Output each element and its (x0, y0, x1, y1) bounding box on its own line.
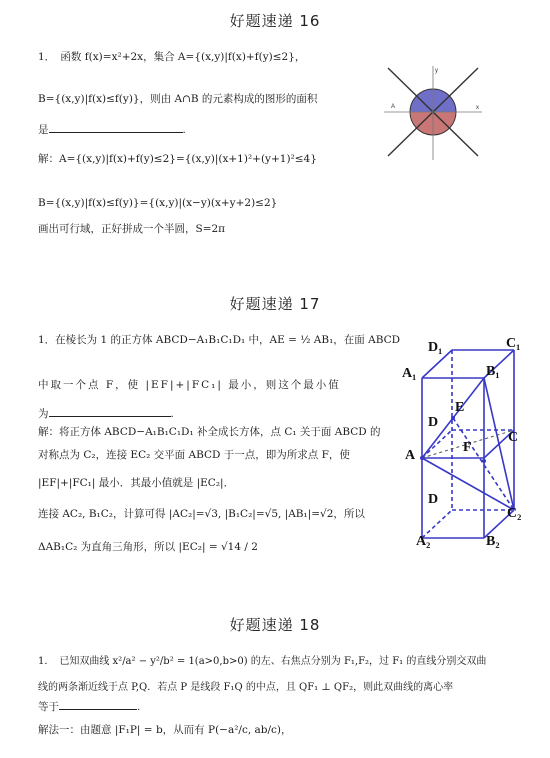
problem-16-answer-prefix: 是 (38, 124, 49, 136)
problem-16-solution-line1: 解：A={(x,y)|f(x)+f(y)≤2}={(x,y)|(x+1)²+(y+1)²≤4} (38, 153, 317, 165)
problem-18-period: . (137, 701, 141, 713)
label-c1: C₁ (506, 336, 521, 351)
figure-16-half-circle (382, 62, 484, 162)
label-e: E (455, 400, 465, 415)
label-a2: A₂ (416, 534, 431, 549)
problem-16-solution-line2: B={(x,y)|f(x)≤f(y)}={(x,y)|(x−y)(x+y+2)≤2} (38, 197, 278, 209)
section-17-title: 好题速递 17 (229, 295, 321, 313)
problem-17-solution-line5: ΔAB₁C₂ 为直角三角形，所以 |EC₂| = √14 / 2 (38, 541, 258, 553)
problem-17-answer-prefix: 为 (38, 408, 49, 420)
problem-17-period: . (170, 408, 174, 420)
label-c: C (508, 430, 519, 445)
problem-17-solution-line2: 对称点为 C₂，连接 EC₂ 交平面 ABCD 于一点，即为所求点 F，使 (38, 449, 350, 461)
problem-16-period: . (182, 124, 186, 136)
section-16-title: 好题速递 16 (229, 12, 321, 30)
answer-blank-17 (49, 405, 171, 417)
problem-17-solution-line1: 解：将正方体 ABCD−A₁B₁C₁D₁ 补全成长方体，点 C₁ 关于面 ABCD 的 (38, 426, 381, 438)
problem-16-question-line2: B={(x,y)|f(x)≤f(y)}，则由 A∩B 的元素构成的图形的面积 (38, 93, 318, 105)
axis-label-x: x (476, 105, 479, 111)
section-18-title: 好题速递 18 (229, 616, 321, 634)
axis-label-a: A (391, 104, 396, 110)
problem-17-question-line3 (38, 405, 174, 421)
problem-17-solution-line3: |EF|+|FC₁| 最小．其最小值就是 |EC₂|． (38, 477, 235, 489)
label-d-lower: D (428, 492, 439, 507)
label-b1: B₁ (486, 364, 500, 379)
problem-18-question-line3 (38, 698, 140, 714)
label-a1: A₁ (402, 366, 417, 381)
label-c2: C₂ (507, 506, 522, 521)
problem-16-solution-line3: 画出可行域，正好拼成一个半圆，S=2π (38, 223, 226, 235)
problem-18-question-line2: 线的两条渐近线于点 P,Q．若点 P 是线段 F₁Q 的中点，且 QF₁ ⊥ QF₂，则此双曲线的离心率 (38, 682, 454, 693)
label-a: A (405, 448, 416, 463)
problem-18-answer-prefix: 等于 (38, 701, 59, 713)
problem-17-question-line2: 中取一个点 F，使 |EF|+|FC₁| 最小，则这个最小值 (38, 379, 341, 391)
label-d: D (428, 415, 439, 430)
answer-blank-18 (59, 698, 137, 710)
label-b2: B₂ (486, 534, 500, 549)
problem-16-question-line1: 1． 函数 f(x)=x²+2x，集合 A={(x,y)|f(x)+f(y)≤2}， (38, 51, 306, 63)
problem-17-question-line1: 1．在棱长为 1 的正方体 ABCD−A₁B₁C₁D₁ 中，AE = ½ AB₁，在面 ABCD (38, 334, 401, 346)
problem-18-question-line1: 1． 已知双曲线 x²/a² − y²/b² = 1(a>0,b>0) 的左、右焦点分别为 F₁,F₂，过 F₁ 的直线分别交双曲 (38, 656, 487, 667)
problem-18-solution-line1: 解法一：由题意 |F₁P| = b，从而有 P(−a²/c, ab/c)， (38, 724, 292, 736)
problem-16-question-line3 (38, 121, 186, 137)
label-d1: D₁ (428, 340, 443, 355)
answer-blank-16 (49, 121, 183, 133)
problem-17-solution-line4: 连接 AC₂, B₁C₂，计算可得 |AC₂|=√3, |B₁C₂|=√5, |AB₁|=√2，所以 (38, 508, 365, 520)
axis-label-y: y (435, 68, 438, 74)
label-f: F (463, 440, 472, 455)
